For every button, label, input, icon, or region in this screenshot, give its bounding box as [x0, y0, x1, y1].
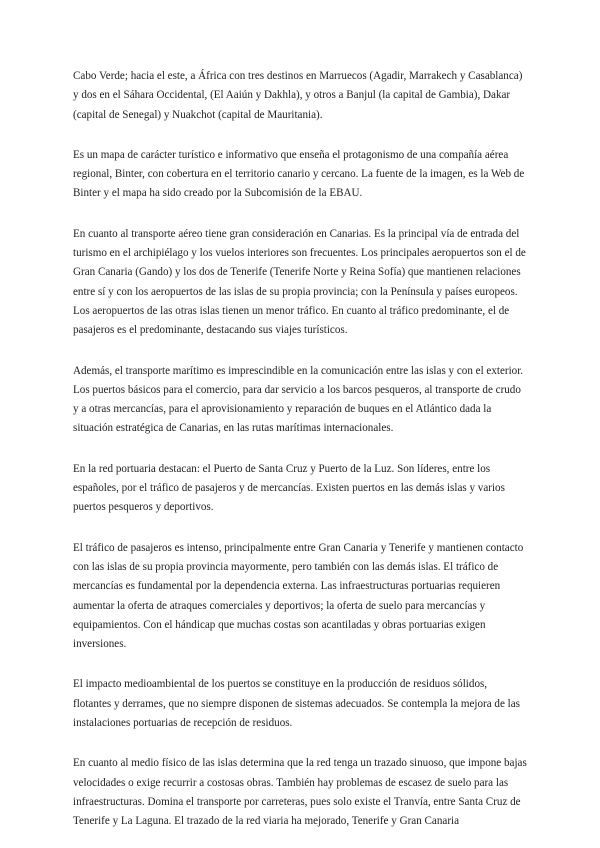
paragraph-transporte-maritimo: Además, el transporte marítimo es imprescindible en la comunicación entre las islas y con el exterior. Los puertos básicos para el comercio, para dar servicio a los barcos pesqueros, al transporte de crudo y a otras mercancías, para el aprovisionamiento y reparación de buques en el Atlántico dada la situación estratégica de Canarias, en las rutas marítimas internacionales. [73, 364, 524, 435]
paragraph-mapa-binter: Es un mapa de carácter turístico e informativo que enseña el protagonismo de una compañía aérea regional, Binter, con cobertura en el territorio canario y cercano. La fuente de la imagen, es la Web de Binter y el mapa ha sido creado por la Subcomisión de la EBAU. [73, 148, 525, 200]
paragraph-transporte-aereo: En cuanto al transporte aéreo tiene gran consideración en Canarias. Es la principal vía de entrada del turismo en el archipiélago y los vuelos interiores son frecuentes. Los principales aeropuertos son el de Gran Canaria (Gando) y los dos de Tenerife (Tenerife Norte y Reina Sofía) que mantienen relaciones entre sí y con los aeropuertos de las islas de su propia provincia; con la Península y países europeos. Los aeropuertos de las otras islas tienen un menor tráfico. En cuanto al tráfico predominante, el de pasajeros es el predominante, destacando sus viajes turísticos. [73, 227, 526, 337]
paragraph-red-portuaria: En la red portuaria destacan: el Puerto de Santa Cruz y Puerto de la Luz. Son líderes, entre los españoles, por el tráfico de pasajeros y de mercancías. Existen puertos en las demás islas y varios puertos pesqueros y deportivos. [73, 462, 505, 514]
paragraph-cabo-verde: Cabo Verde; hacia el este, a África con tres destinos en Marruecos (Agadir, Marrakech y Casablanca) y dos en el Sáhara Occidental, (El Aaiún y Dakhla), y otros a Banjul (la capital de Gambia), Dakar (capital de Senegal) y Nuakchot (capital de Mauritania). [73, 70, 523, 121]
paragraph-impacto-medioambiental: El impacto medioambiental de los puertos se constituye en la producción de residuos sólidos, flotantes y derrames, que no siempre disponen de sistemas adecuados. Se contempla la mejora de las instalaciones portuarias de recepción de residuos. [73, 678, 521, 730]
paragraph-trafico-pasajeros: El tráfico de pasajeros es intenso, principalmente entre Gran Canaria y Tenerife y mantienen contacto con las islas de su propia provincia mayormente, pero también con las demás islas. El tráfico de mercancías es fundamental por la dependencia externa. Las infraestructuras portuarias requieren aumentar la oferta de atraques comerciales y deportivos; la oferta de suelo para mercancías y equipamientos. Con el hándicap que muchas costas son acantiladas y obras portuarias exigen inversiones. [73, 541, 524, 651]
paragraph-medio-fisico: En cuanto al medio físico de las islas determina que la red tenga un trazado sinuoso, que impone bajas velocidades o exige recurrir a costosas obras. También hay problemas de escasez de suelo para las infraestructuras. Domina el transporte por carreteras, pues solo existe el Tranvía, entre Santa Cruz de Tenerife y La Laguna. El trazado de la red viaria ha mejorado, Tenerife y Gran Canaria [73, 757, 527, 828]
